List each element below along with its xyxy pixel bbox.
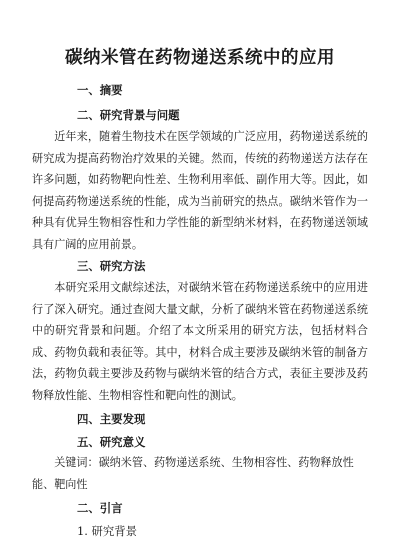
section-heading-background: 二、研究背景与问题 [77,108,180,122]
section-heading-significance: 五、研究意义 [77,435,146,449]
background-paragraph: 近年来，随着生物技术在医学领域的广泛应用，药物递送系统的研究成为提高药物治疗效果的关键。然而，传统的药物递送方法存在许多问题，如药物靶向性差、生物利用率低、副作用大等。因此，如何提高药物递送系统的性能，成为当前研究的热点。碳纳米管作为一种具有优异生物相容性和力学性能的新型纳米材料，在药物递送领域具有广阔的应用前景。 [32,130,368,251]
section-heading-findings: 四、主要发现 [77,412,146,426]
keywords-paragraph: 关键词：碳纳米管、药物递送系统、生物相容性、药物释放性能、靶向性 [32,456,354,491]
method-paragraph: 本研究采用文献综述法，对碳纳米管在药物递送系统中的应用进行了深入研究。通过查阅大量文献，分析了碳纳米管在药物递送系统中的研究背景和问题。介绍了本文所采用的研究方法，包括材料合成、药物负载和表征等。其中，材料合成主要涉及碳纳米管的制备方法，药物负载主要涉及药物与碳纳米管的结合方式，表征主要涉及药物释放性能、生物相容性和靶向性的测试。 [32,281,368,402]
section-heading-abstract: 一、摘要 [77,83,123,97]
section-heading-introduction: 二、引言 [77,501,123,515]
subsection-heading-research-background: 1. 研究背景 [77,524,138,538]
section-heading-method: 三、研究方法 [77,259,146,273]
document-title: 碳纳米管在药物递送系统中的应用 [65,48,335,68]
